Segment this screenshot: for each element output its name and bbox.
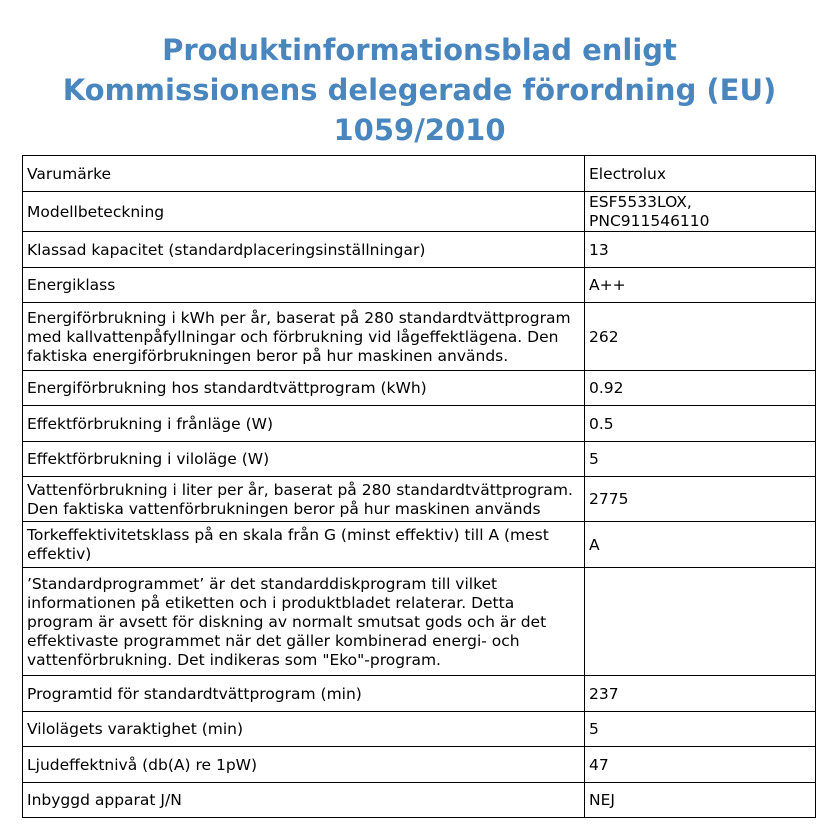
table-row-noise xyxy=(23,747,816,783)
table-row-standard-program-note xyxy=(23,568,816,676)
table-row-annual-energy xyxy=(23,303,816,371)
table-row-energy-class xyxy=(23,268,816,303)
table-row-program-energy xyxy=(23,371,816,406)
title-line-2: Kommissionens delegerade förordning (EU) xyxy=(62,73,777,107)
table-row-capacity xyxy=(23,232,816,268)
table-row-built-in xyxy=(23,783,816,818)
row-label: Torkeffektivitetsklass på en skala från G (minst effektiv) till A (mest effektiv) xyxy=(23,522,585,568)
table-row-program-time xyxy=(23,676,816,712)
row-value: 2775 xyxy=(585,477,816,522)
row-label: Ljudeffektnivå (db(A) re 1pW) xyxy=(23,747,585,783)
table-row-model xyxy=(23,192,816,232)
row-label: Varumärke xyxy=(23,156,585,192)
row-value: 5 xyxy=(585,712,816,747)
row-value: A++ xyxy=(585,268,816,303)
table-row-standby xyxy=(23,442,816,477)
row-label: Energiklass xyxy=(23,268,585,303)
row-label: Inbyggd apparat J/N xyxy=(23,783,585,818)
product-info-table xyxy=(22,155,816,818)
row-label: Modellbeteckning xyxy=(23,192,585,232)
row-value: 47 xyxy=(585,747,816,783)
row-value: 0.92 xyxy=(585,371,816,406)
title-line-3: 1059/2010 xyxy=(333,113,506,147)
table-row-drying-class xyxy=(23,522,816,568)
row-value: 13 xyxy=(585,232,816,268)
row-label: ’Standardprogrammet’ är det standarddiskprogram till vilket informationen på etiketten och i produktbladet relaterar. Detta program är avsett för diskning av normalt smutsat gods och är det effektivaste programmet när det gäller kombinerad energi- och vattenförbrukning. Det indikeras som "Eko"-program. xyxy=(23,568,585,676)
row-value: A xyxy=(585,522,816,568)
row-value: ESF5533LOX, PNC911546110 xyxy=(585,192,816,232)
row-value: 0.5 xyxy=(585,406,816,442)
row-label: Energiförbrukning i kWh per år, baserat på 280 standardtvättprogram med kallvattenpåfyllningar och förbrukning vid lågeffektlägena. Den faktiska energiförbrukningen beror på hur maskinen används. xyxy=(23,303,585,371)
page-title xyxy=(0,30,839,150)
row-label: Vilolägets varaktighet (min) xyxy=(23,712,585,747)
row-value: Electrolux xyxy=(585,156,816,192)
row-value: 262 xyxy=(585,303,816,371)
table-row-off-mode xyxy=(23,406,816,442)
row-label: Effektförbrukning i viloläge (W) xyxy=(23,442,585,477)
row-value: 5 xyxy=(585,442,816,477)
table-row-brand xyxy=(23,156,816,192)
table-row-standby-duration xyxy=(23,712,816,747)
row-label: Energiförbrukning hos standardtvättprogram (kWh) xyxy=(23,371,585,406)
row-label: Vattenförbrukning i liter per år, baserat på 280 standardtvättprogram. Den faktiska vattenförbrukningen beror på hur maskinen används xyxy=(23,477,585,522)
row-label: Programtid för standardtvättprogram (min) xyxy=(23,676,585,712)
row-label: Klassad kapacitet (standardplaceringsinställningar) xyxy=(23,232,585,268)
row-label: Effektförbrukning i frånläge (W) xyxy=(23,406,585,442)
row-value xyxy=(585,568,816,676)
table-row-annual-water xyxy=(23,477,816,522)
title-line-1: Produktinformationsblad enligt xyxy=(162,33,677,67)
row-value: 237 xyxy=(585,676,816,712)
row-value: NEJ xyxy=(585,783,816,818)
